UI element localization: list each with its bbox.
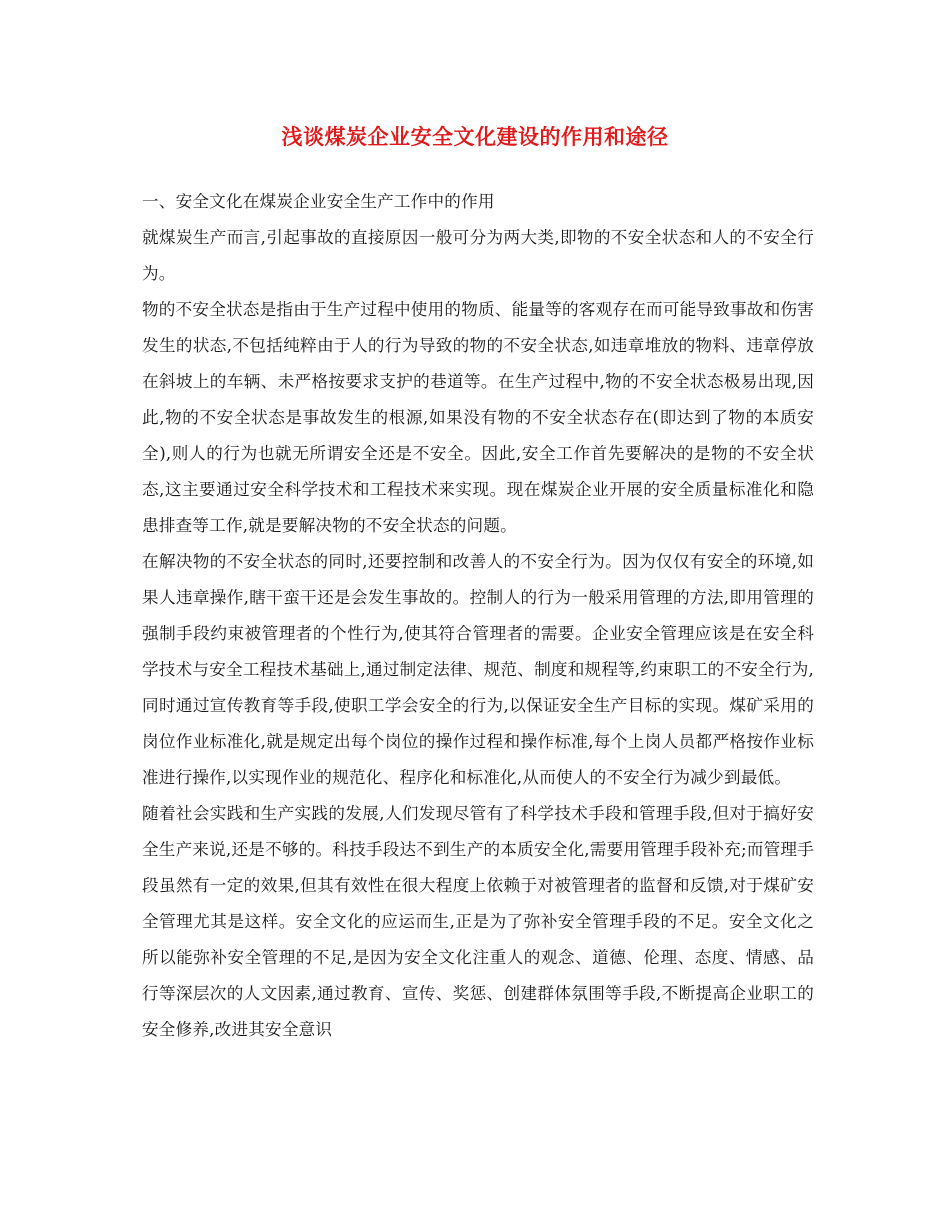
document-title: 浅谈煤炭企业安全文化建设的作用和途径 bbox=[281, 124, 669, 149]
paragraph: 就煤炭生产而言,引起事故的直接原因一般可分为两大类,即物的不安全状态和人的不安全行为。 bbox=[142, 228, 814, 283]
paragraph: 物的不安全状态是指由于生产过程中使用的物质、能量等的客观存在而可能导致事故和伤害发生的状态,不包括纯粹由于人的行为导致的物的不安全状态,如违章堆放的物料、违章停放在斜坡上的车辆、未严格按要求支护的巷道等。在生产过程中,物的不安全状态极易出现,因此,物的不安全状态是事故发生的根源,如果没有物的不安全状态存在(即达到了物的本质安全),则人的行为也就无所谓安全还是不安全。因此,安全工作首先要解决的是物的不安全状态,这主要通过安全科学技术和工程技术来实现。现在煤炭企业开展的安全质量标准化和隐患排查等工作,就是要解决物的不安全状态的问题。 bbox=[142, 300, 814, 535]
paragraph: 随着社会实践和生产实践的发展,人们发现尽管有了科学技术手段和管理手段,但对于搞好安全生产来说,还是不够的。科技手段达不到生产的本质安全化,需要用管理手段补充;而管理手段虽然有一定的效果,但其有效性在很大程度上依赖于对被管理者的监督和反馈,对于煤矿安全管理尤其是这样。安全文化的应运而生,正是为了弥补安全管理手段的不足。安全文化之所以能弥补安全管理的不足,是因为安全文化注重人的观念、道德、伦理、态度、情感、品行等深层次的人文因素,通过教育、宣传、奖惩、创建群体氛围等手段,不断提高企业职工的安全修养,改进其安全意识 bbox=[142, 804, 814, 1039]
document-body bbox=[142, 184, 814, 1048]
section-heading: 一、安全文化在煤炭企业安全生产工作中的作用 bbox=[142, 192, 495, 211]
paragraph: 在解决物的不安全状态的同时,还要控制和改善人的不安全行为。因为仅仅有安全的环境,如果人违章操作,瞎干蛮干还是会发生事故的。控制人的行为一般采用管理的方法,即用管理的强制手段约束被管理者的个性行为,使其符合管理者的需要。企业安全管理应该是在安全科学技术与安全工程技术基础上,通过制定法律、规范、制度和规程等,约束职工的不安全行为,同时通过宣传教育等手段,使职工学会安全的行为,以保证安全生产目标的实现。煤矿采用的岗位作业标准化,就是规定出每个岗位的操作过程和操作标准,每个上岗人员都严格按作业标准进行操作,以实现作业的规范化、程序化和标准化,从而使人的不安全行为减少到最低。 bbox=[142, 552, 814, 787]
